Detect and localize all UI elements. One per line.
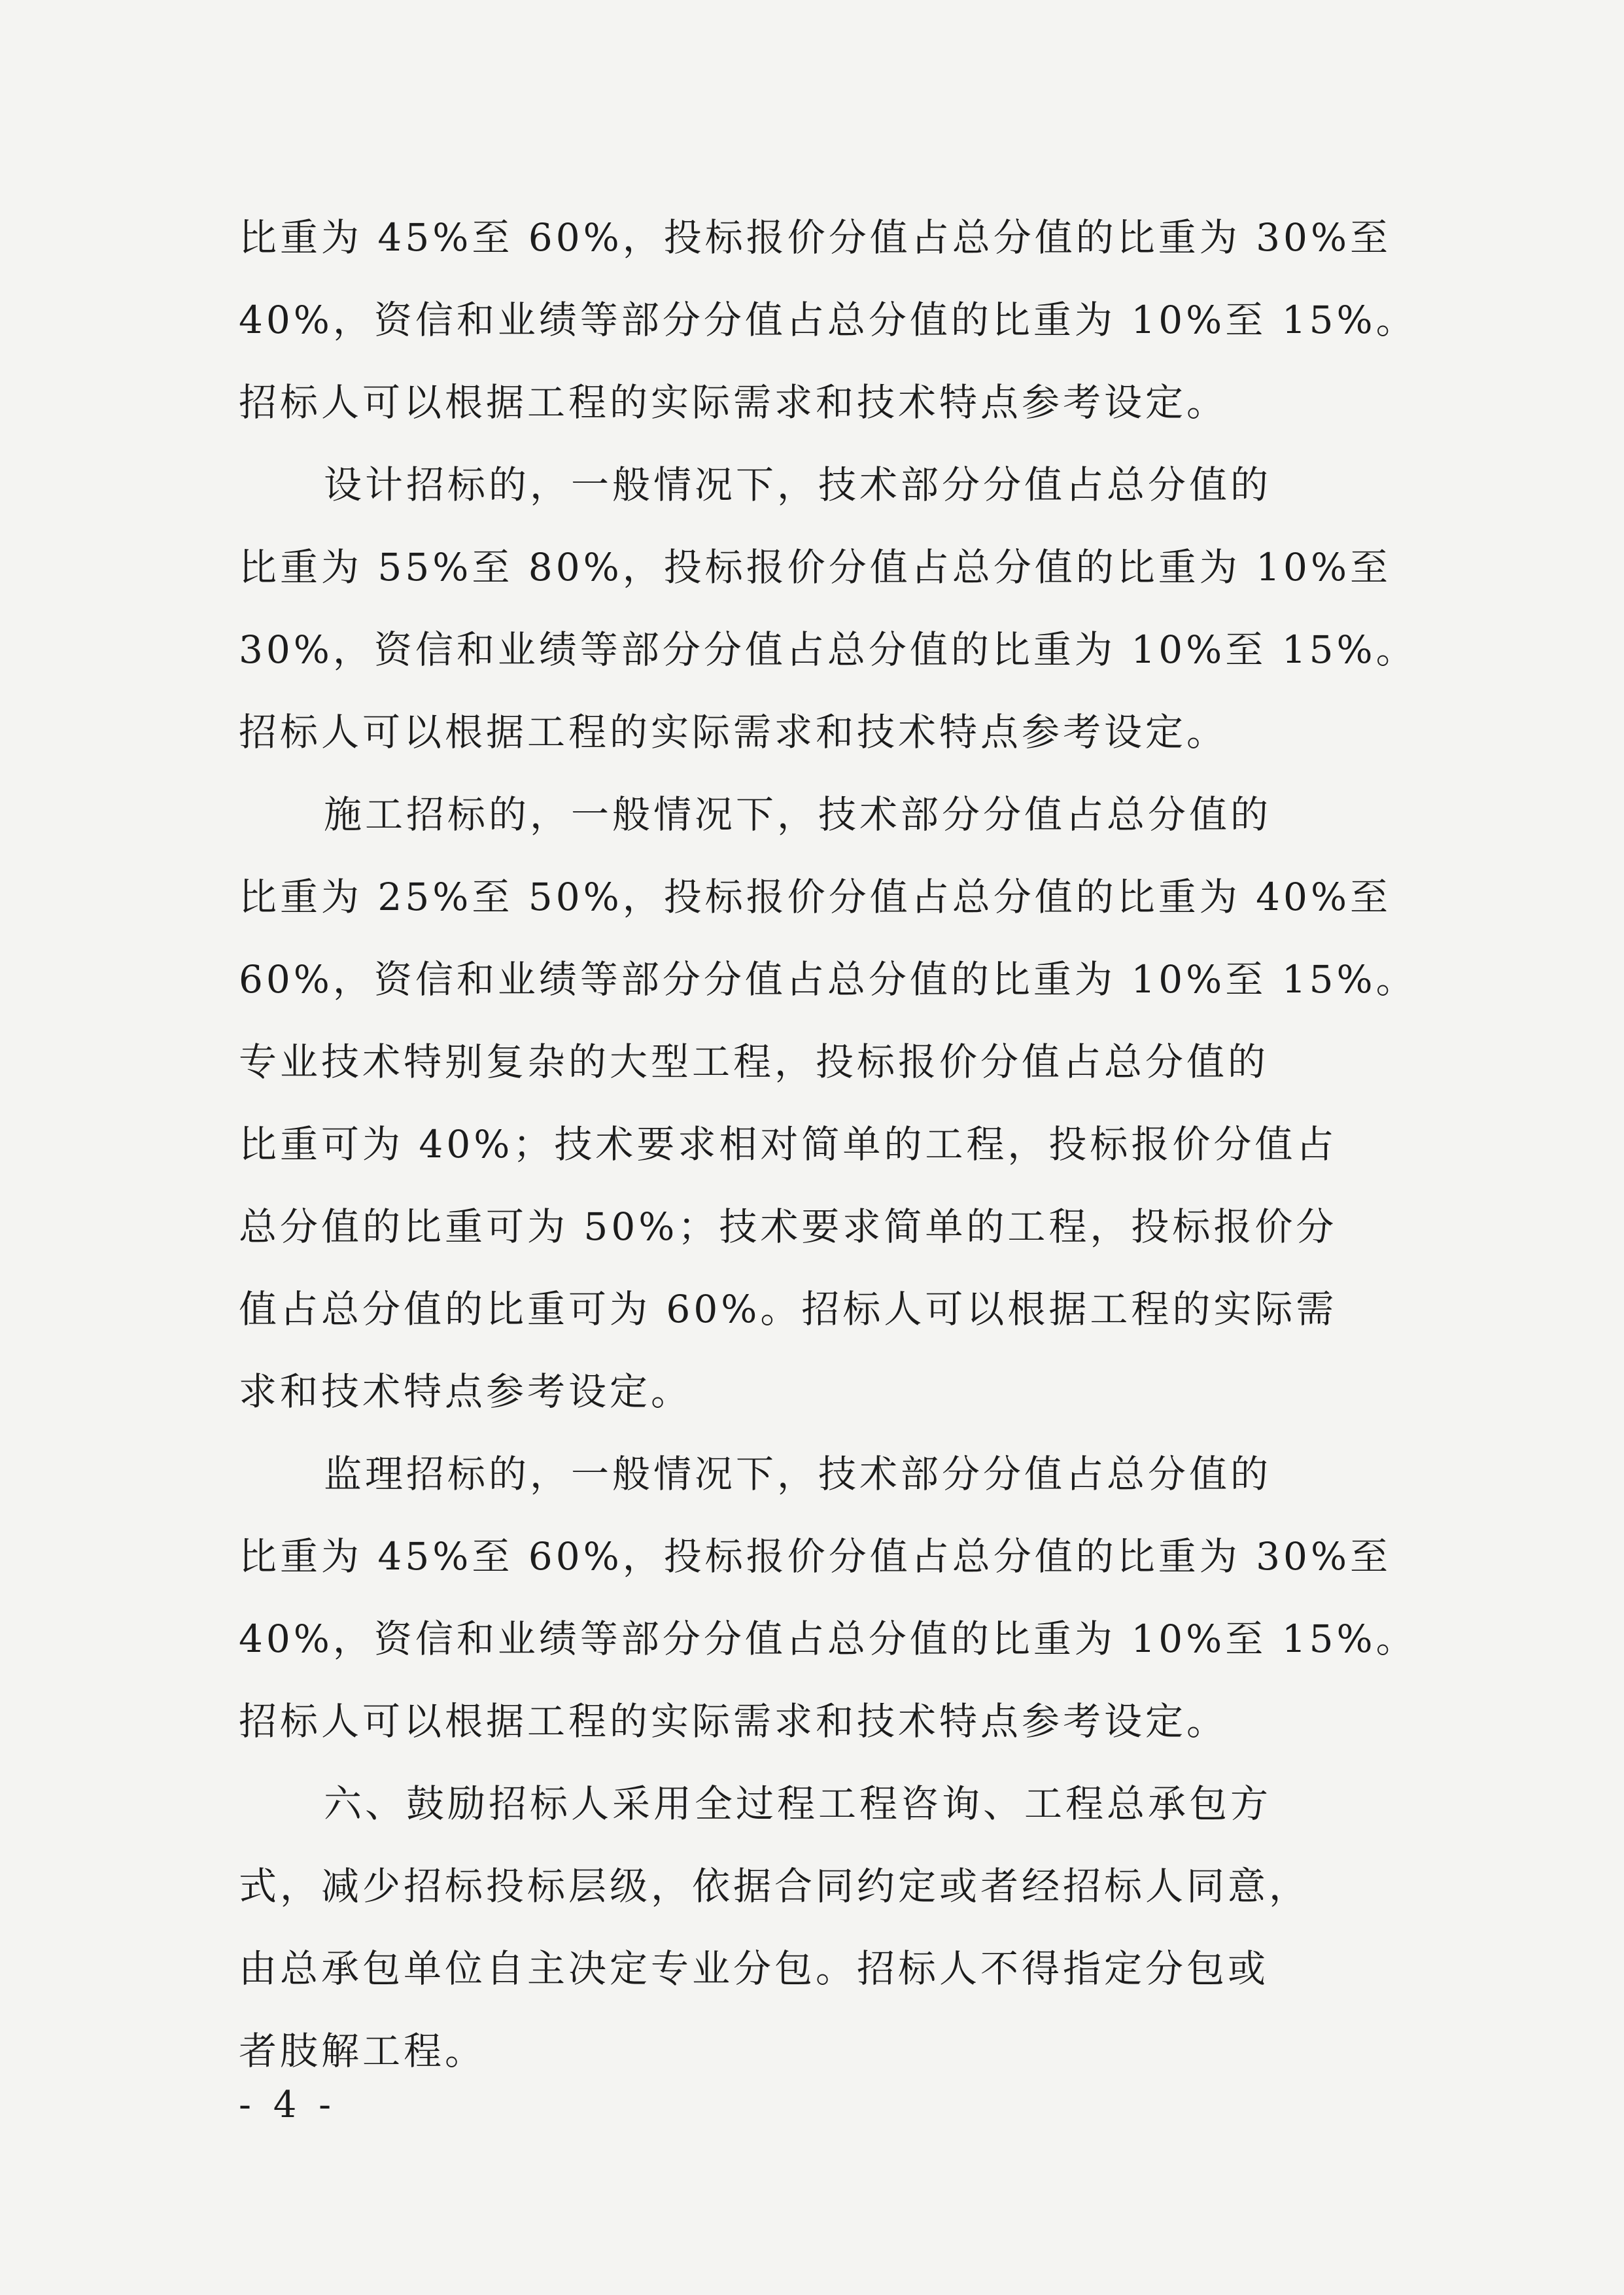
text-line: 40%，资信和业绩等部分分值占总分值的比重为 10%至 15%。 [239, 298, 1417, 342]
text-line: 者肢解工程。 [239, 2029, 487, 2073]
text-line: 总分值的比重可为 50%；技术要求简单的工程，投标报价分 [239, 1204, 1338, 1249]
text-line: 求和技术特点参考设定。 [239, 1369, 693, 1414]
text-line: 招标人可以根据工程的实际需求和技术特点参考设定。 [239, 1699, 1228, 1743]
paragraph-start-construction-bidding: 施工招标的，一般情况下，技术部分分值占总分值的 [324, 792, 1272, 837]
text-line: 比重为 55%至 80%，投标报价分值占总分值的比重为 10%至 [239, 545, 1392, 589]
text-line: 招标人可以根据工程的实际需求和技术特点参考设定。 [239, 380, 1228, 425]
paragraph-start-supervision-bidding: 监理招标的，一般情况下，技术部分分值占总分值的 [324, 1452, 1272, 1496]
text-line: 招标人可以根据工程的实际需求和技术特点参考设定。 [239, 710, 1228, 754]
text-line: 由总承包单位自主决定专业分包。招标人不得指定分包或 [239, 1946, 1270, 1991]
page-number: - 4 - [239, 2084, 337, 2126]
paragraph-start-section-six: 六、鼓励招标人采用全过程工程咨询、工程总承包方 [324, 1781, 1272, 1826]
paragraph-start-design-bidding: 设计招标的，一般情况下，技术部分分值占总分值的 [324, 463, 1272, 507]
body-text [239, 196, 1417, 2092]
text-line: 30%，资信和业绩等部分分值占总分值的比重为 10%至 15%。 [239, 627, 1417, 672]
text-line: 40%，资信和业绩等部分分值占总分值的比重为 10%至 15%。 [239, 1617, 1417, 1661]
text-line: 比重为 45%至 60%，投标报价分值占总分值的比重为 30%至 [239, 215, 1392, 260]
text-line: 比重可为 40%；技术要求相对简单的工程，投标报价分值占 [239, 1122, 1338, 1166]
text-line: 值占总分值的比重可为 60%。招标人可以根据工程的实际需 [239, 1287, 1338, 1331]
text-line: 60%，资信和业绩等部分分值占总分值的比重为 10%至 15%。 [239, 957, 1417, 1002]
text-line: 比重为 25%至 50%，投标报价分值占总分值的比重为 40%至 [239, 875, 1392, 919]
text-line: 比重为 45%至 60%，投标报价分值占总分值的比重为 30%至 [239, 1534, 1392, 1579]
text-line: 专业技术特别复杂的大型工程，投标报价分值占总分值的 [239, 1040, 1270, 1084]
text-line: 式，减少招标投标层级，依据合同约定或者经招标人同意， [239, 1864, 1311, 1908]
